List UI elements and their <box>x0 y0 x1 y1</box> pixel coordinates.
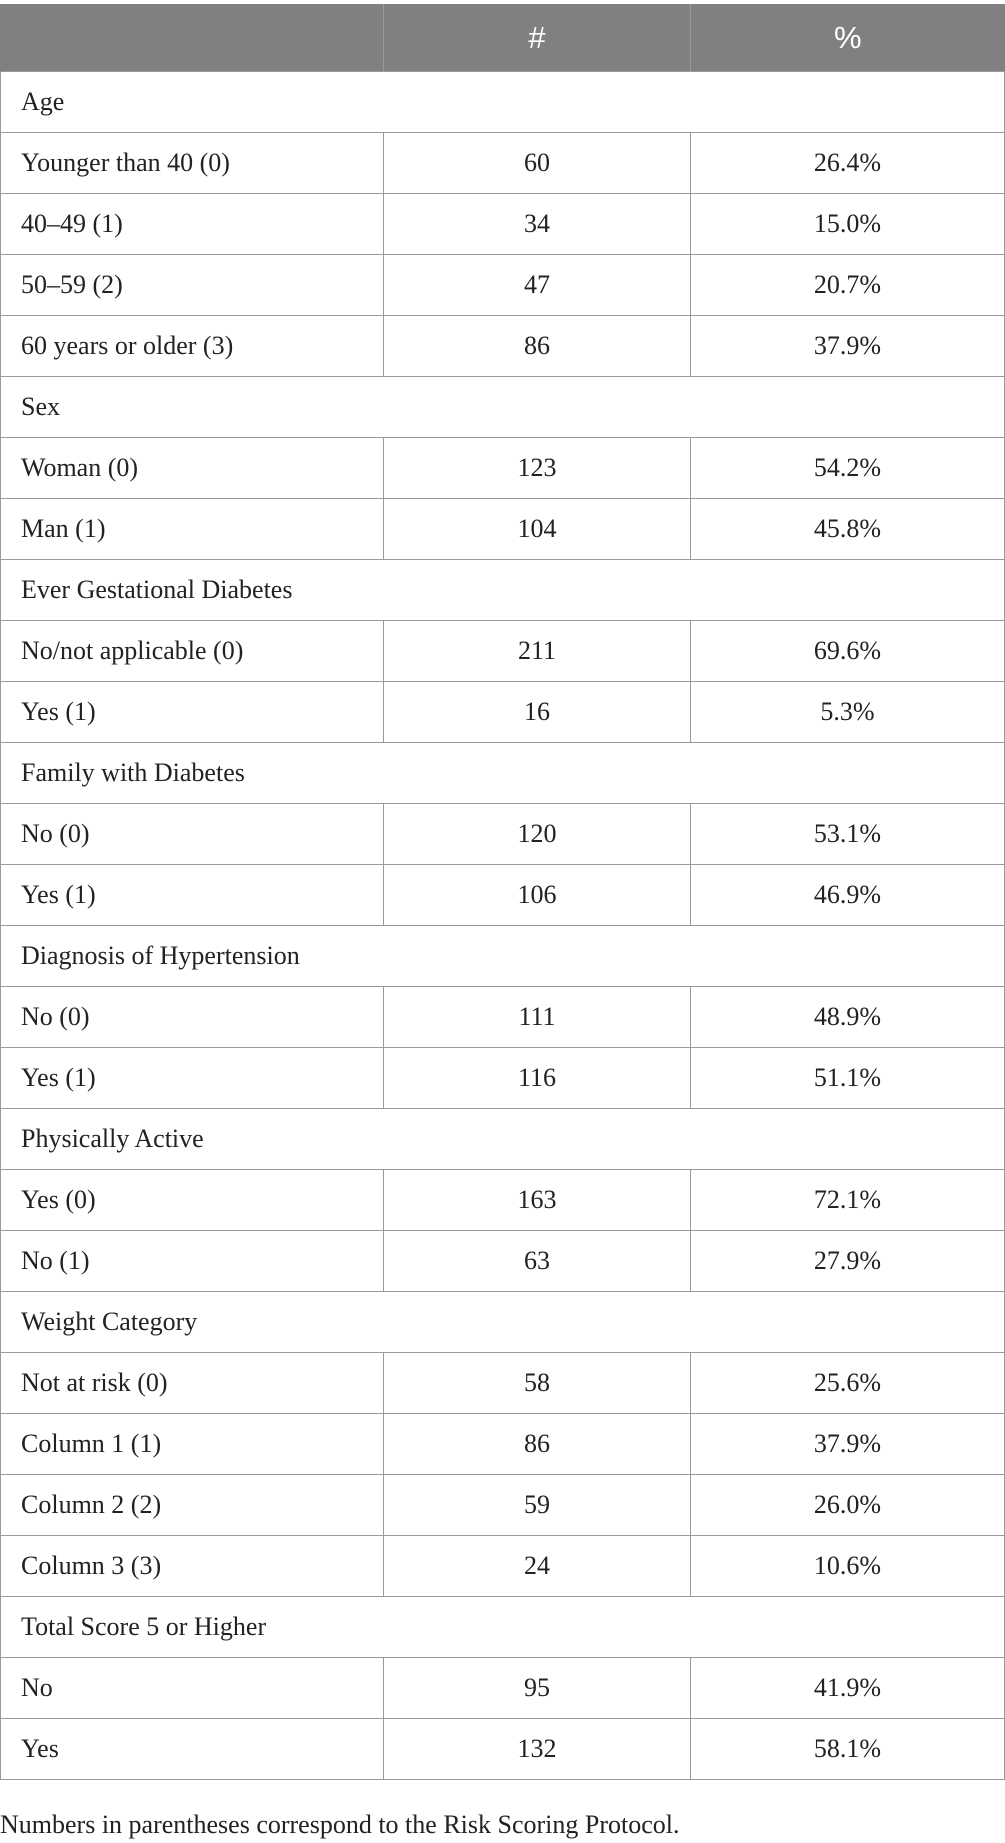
row-label: Yes (1) <box>1 865 384 926</box>
table-header <box>1 4 1005 72</box>
row-count: 123 <box>384 438 691 499</box>
row-percent: 41.9% <box>691 1658 1005 1719</box>
row-label: 60 years or older (3) <box>1 316 384 377</box>
table-row <box>1 865 1005 926</box>
row-count: 163 <box>384 1170 691 1231</box>
group-header-row <box>1 377 1005 438</box>
row-percent: 69.6% <box>691 621 1005 682</box>
row-percent: 51.1% <box>691 1048 1005 1109</box>
group-title: Ever Gestational Diabetes <box>1 560 1005 621</box>
table-row <box>1 621 1005 682</box>
row-percent: 37.9% <box>691 316 1005 377</box>
row-label: Yes <box>1 1719 384 1780</box>
row-count: 34 <box>384 194 691 255</box>
row-label: Not at risk (0) <box>1 1353 384 1414</box>
row-percent: 48.9% <box>691 987 1005 1048</box>
row-count: 211 <box>384 621 691 682</box>
row-count: 111 <box>384 987 691 1048</box>
header-count-cell: # <box>384 4 691 72</box>
row-label: No/not applicable (0) <box>1 621 384 682</box>
row-percent: 25.6% <box>691 1353 1005 1414</box>
group-header-row <box>1 1109 1005 1170</box>
row-percent: 58.1% <box>691 1719 1005 1780</box>
row-percent: 27.9% <box>691 1231 1005 1292</box>
table-row <box>1 1414 1005 1475</box>
row-percent: 20.7% <box>691 255 1005 316</box>
table-row <box>1 1170 1005 1231</box>
header-percent-cell: % <box>691 4 1005 72</box>
table-row <box>1 194 1005 255</box>
row-label: No (1) <box>1 1231 384 1292</box>
row-percent: 72.1% <box>691 1170 1005 1231</box>
row-count: 104 <box>384 499 691 560</box>
row-count: 106 <box>384 865 691 926</box>
table-footnote: Numbers in parentheses correspond to the Risk Scoring Protocol. <box>0 1810 680 1839</box>
row-count: 60 <box>384 133 691 194</box>
row-count: 63 <box>384 1231 691 1292</box>
row-count: 16 <box>384 682 691 743</box>
row-percent: 53.1% <box>691 804 1005 865</box>
table-row <box>1 1231 1005 1292</box>
table-row <box>1 1475 1005 1536</box>
group-title: Physically Active <box>1 1109 1005 1170</box>
table-row <box>1 804 1005 865</box>
row-percent: 15.0% <box>691 194 1005 255</box>
row-label: Yes (0) <box>1 1170 384 1231</box>
row-count: 47 <box>384 255 691 316</box>
table-row <box>1 1536 1005 1597</box>
table-row <box>1 1658 1005 1719</box>
row-count: 132 <box>384 1719 691 1780</box>
table-row <box>1 255 1005 316</box>
row-percent: 5.3% <box>691 682 1005 743</box>
row-label: Younger than 40 (0) <box>1 133 384 194</box>
table-row <box>1 316 1005 377</box>
table-row <box>1 1719 1005 1780</box>
row-count: 24 <box>384 1536 691 1597</box>
row-percent: 45.8% <box>691 499 1005 560</box>
row-percent: 37.9% <box>691 1414 1005 1475</box>
table-row <box>1 499 1005 560</box>
row-label: Yes (1) <box>1 1048 384 1109</box>
group-header-row <box>1 926 1005 987</box>
group-header-row <box>1 743 1005 804</box>
row-count: 58 <box>384 1353 691 1414</box>
row-label: No (0) <box>1 987 384 1048</box>
table-row <box>1 682 1005 743</box>
table-row <box>1 438 1005 499</box>
row-count: 59 <box>384 1475 691 1536</box>
row-percent: 26.4% <box>691 133 1005 194</box>
group-title: Family with Diabetes <box>1 743 1005 804</box>
header-label-cell <box>1 4 384 72</box>
row-label: Column 3 (3) <box>1 1536 384 1597</box>
row-label: Yes (1) <box>1 682 384 743</box>
group-header-row <box>1 72 1005 133</box>
group-title: Age <box>1 72 1005 133</box>
group-title: Diagnosis of Hypertension <box>1 926 1005 987</box>
row-count: 116 <box>384 1048 691 1109</box>
row-percent: 26.0% <box>691 1475 1005 1536</box>
row-label: No <box>1 1658 384 1719</box>
table-row <box>1 987 1005 1048</box>
table-body <box>1 72 1005 1780</box>
row-label: No (0) <box>1 804 384 865</box>
header-row <box>1 4 1005 72</box>
group-header-row <box>1 560 1005 621</box>
row-label: Man (1) <box>1 499 384 560</box>
row-count: 95 <box>384 1658 691 1719</box>
row-label: Woman (0) <box>1 438 384 499</box>
row-count: 86 <box>384 1414 691 1475</box>
row-label: 50–59 (2) <box>1 255 384 316</box>
group-title: Weight Category <box>1 1292 1005 1353</box>
row-count: 120 <box>384 804 691 865</box>
row-percent: 10.6% <box>691 1536 1005 1597</box>
row-percent: 54.2% <box>691 438 1005 499</box>
table-row <box>1 1048 1005 1109</box>
row-count: 86 <box>384 316 691 377</box>
table-row <box>1 1353 1005 1414</box>
group-header-row <box>1 1292 1005 1353</box>
group-header-row <box>1 1597 1005 1658</box>
row-label: Column 2 (2) <box>1 1475 384 1536</box>
risk-factor-table <box>0 4 1005 1780</box>
group-title: Sex <box>1 377 1005 438</box>
row-percent: 46.9% <box>691 865 1005 926</box>
table-row <box>1 133 1005 194</box>
row-label: Column 1 (1) <box>1 1414 384 1475</box>
group-title: Total Score 5 or Higher <box>1 1597 1005 1658</box>
row-label: 40–49 (1) <box>1 194 384 255</box>
